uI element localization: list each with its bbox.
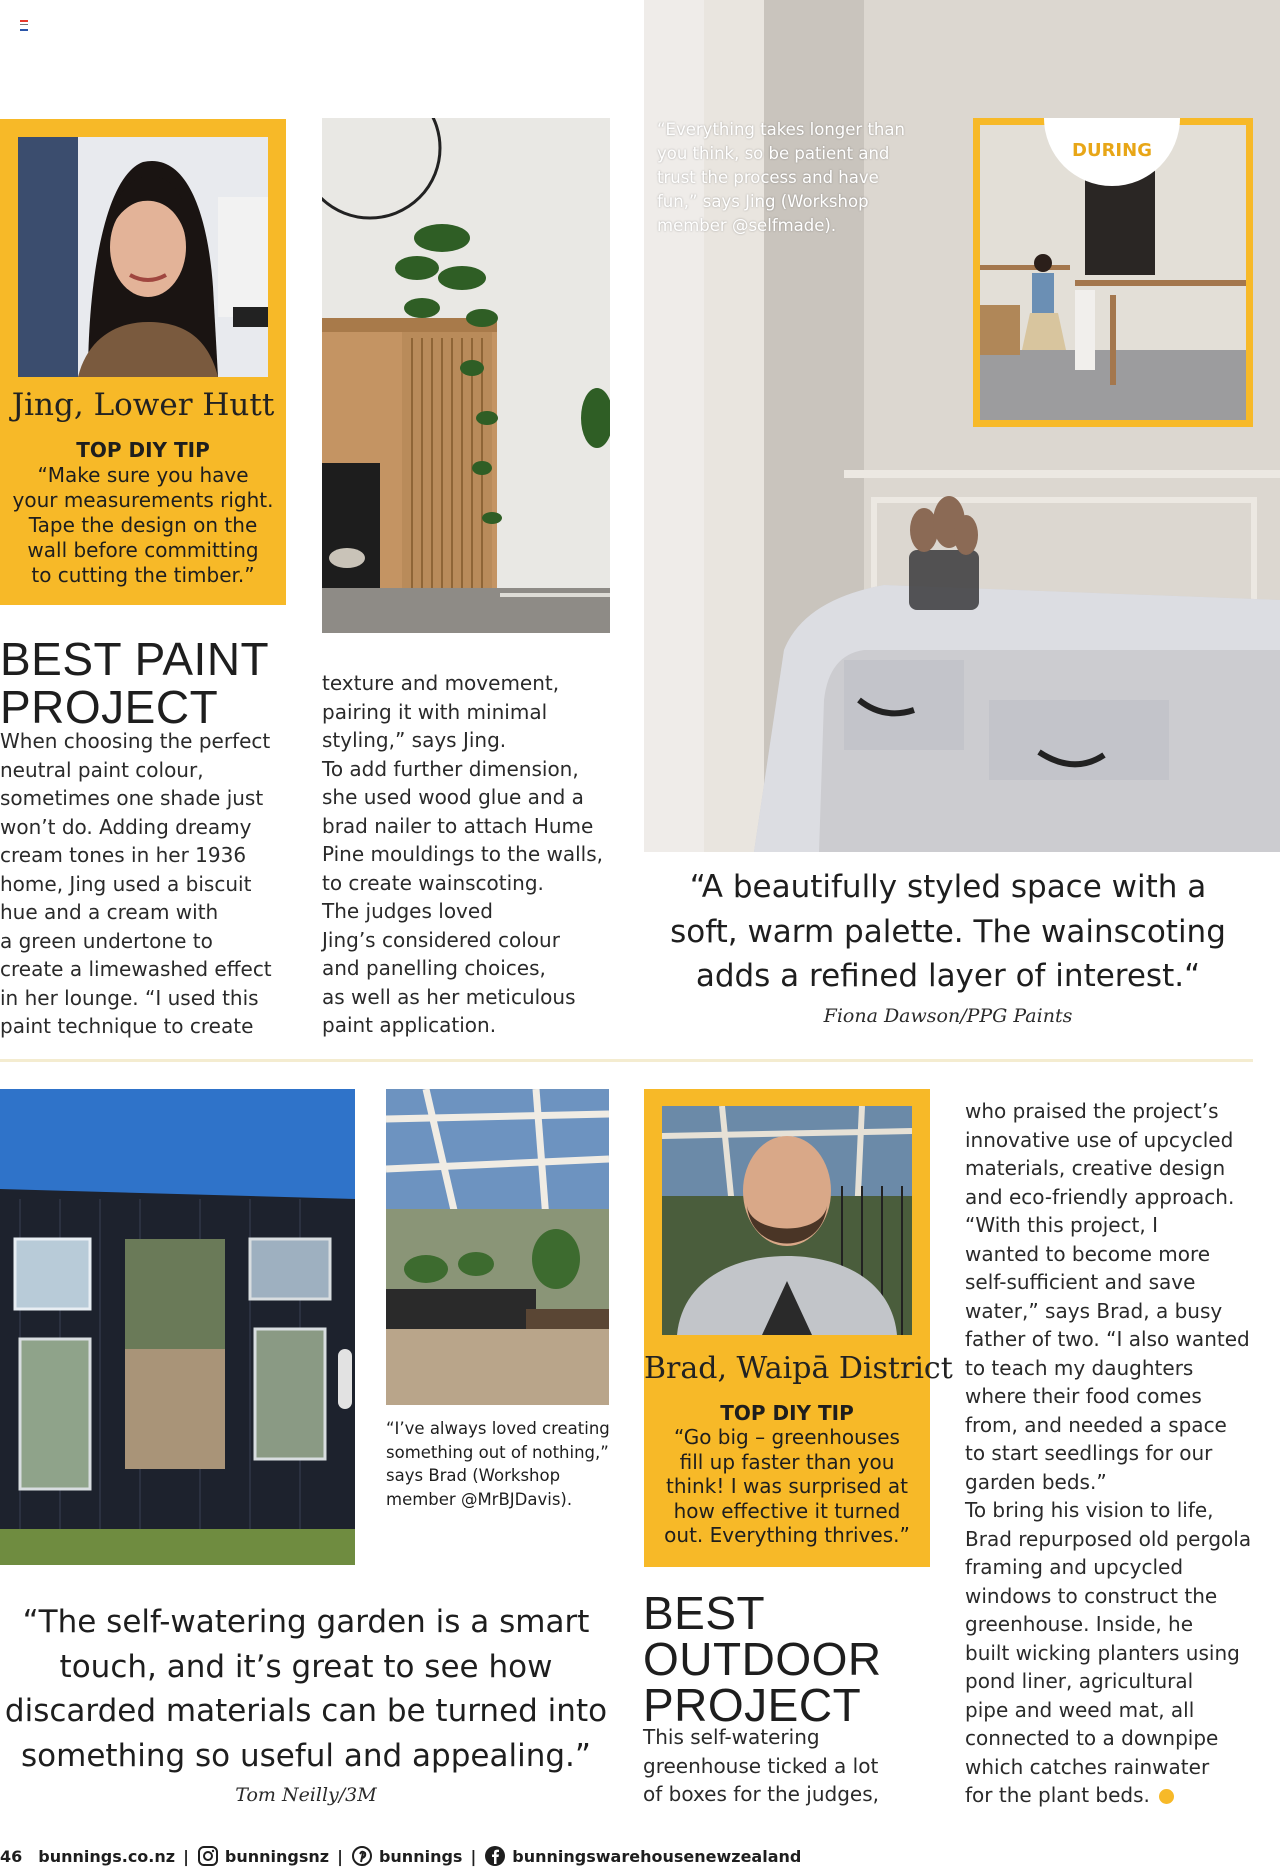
paint-project-heading (0, 633, 270, 733)
greenhouse-exterior-photo (0, 1089, 355, 1565)
brad-tip-heading: TOP DIY TIP (720, 1401, 854, 1425)
brad-tip-text: “Go big – greenhouses fill up faster than you think! I was surprised at how effective it turned out. Everything thrives.” (664, 1425, 910, 1547)
menu-icon[interactable] (20, 20, 28, 31)
jing-photo-caption: “Everything takes longer than you think, so be patient and trust the process and have fun,” says Jing (Workshop member @selfmade). (657, 120, 905, 235)
fiona-attribution: Fiona Dawson/PPG Paints (823, 1005, 1073, 1027)
website-link[interactable]: bunnings.co.nz (38, 1846, 176, 1866)
jing-profile-box (0, 119, 286, 605)
footer-separator: | (470, 1846, 477, 1866)
jing-tip-heading: TOP DIY TIP (76, 438, 210, 462)
jing-portrait-photo (18, 137, 268, 377)
during-photo-frame (973, 118, 1253, 427)
paint-project-body-col2: texture and movement, pairing it with minimal styling,” says Jing. To add further dimension, she used wood glue and a brad nailer to attach Hume Pine mouldings to the walls, to create wainscoting. The judges loved Jing’s considered colour and panelling choices, as well as her meticulous paint application. (322, 671, 603, 1037)
facebook-handle[interactable]: bunningswarehousenewzealand (512, 1846, 802, 1866)
footer-separator: | (183, 1846, 189, 1866)
instagram-handle[interactable]: bunningsnz (224, 1846, 330, 1866)
instagram-icon[interactable] (197, 1845, 219, 1867)
page-number: 46 (0, 1846, 23, 1866)
outdoor-project-heading (643, 1587, 882, 1731)
end-mark-icon (1159, 1789, 1174, 1804)
fireplace-plant-photo (322, 118, 610, 633)
outdoor-col2-text: who praised the project’s innovative use of upcycled materials, creative design and eco-friendly approach. “With this project, I wanted to become more self-sufficient and save water,” says Brad, a busy father of two. “I also wanted to teach my daughters where their food comes from, and needed a space to start seedlings for our garden beds.” To bring his vision to life, Brad repurposed old pergola framing and upcycled windows to construct the greenhouse. Inside, he built wicking planters using pond liner, agricultural pipe and weed mat, all connected to a downpipe which catches rainwater for the plant beds. (965, 1099, 1252, 1807)
during-label: DURING (1072, 140, 1152, 161)
outdoor-project-body-col2 (965, 1097, 1265, 1810)
brad-portrait-photo (662, 1106, 912, 1335)
footer-separator: | (337, 1846, 343, 1866)
facebook-icon[interactable] (484, 1845, 506, 1867)
outdoor-heading-line1: BEST (643, 1587, 766, 1639)
brad-name: Brad, Waipā District (644, 1351, 953, 1386)
brad-profile-box (644, 1089, 953, 1567)
paint-heading-line2: PROJECT (0, 681, 219, 733)
tom-attribution: Tom Neilly/3M (235, 1784, 377, 1806)
tom-quote: “The self-watering garden is a smart touch, and it’s great to see how discarded materials can be turned into something so useful and appealing.” (4, 1604, 608, 1774)
section-divider (0, 1059, 1253, 1062)
paint-heading-line1: BEST PAINT (0, 633, 270, 685)
outdoor-heading-line2: OUTDOOR (643, 1633, 882, 1685)
pinterest-icon[interactable] (351, 1845, 373, 1867)
fiona-quote: “A beautifully styled space with a soft, warm palette. The wainscoting adds a refined layer of interest.“ (670, 869, 1226, 994)
greenhouse-interior-photo (386, 1089, 609, 1405)
pinterest-handle[interactable]: bunnings (378, 1846, 463, 1866)
jing-tip-text: “Make sure you have your measurements right. Tape the design on the wall before committing to cutting the timber.” (12, 463, 274, 587)
page-footer (0, 1845, 801, 1867)
paint-project-body-col1: When choosing the perfect neutral paint colour, sometimes one shade just won’t do. Adding dreamy cream tones in her 1936 home, Jing used a biscuit hue and a cream with a green undertone to create a limewashed effect in her lounge. “I used this paint technique to create (0, 729, 272, 1038)
jing-name: Jing, Lower Hutt (11, 387, 275, 423)
brad-photo-caption: “I’ve always loved creating something out of nothing,” says Brad (Workshop member @MrBJDavis). (386, 1419, 610, 1509)
outdoor-project-body-col1: This self-watering greenhouse ticked a lot of boxes for the judges, (643, 1725, 879, 1806)
outdoor-heading-line3: PROJECT (643, 1679, 862, 1731)
